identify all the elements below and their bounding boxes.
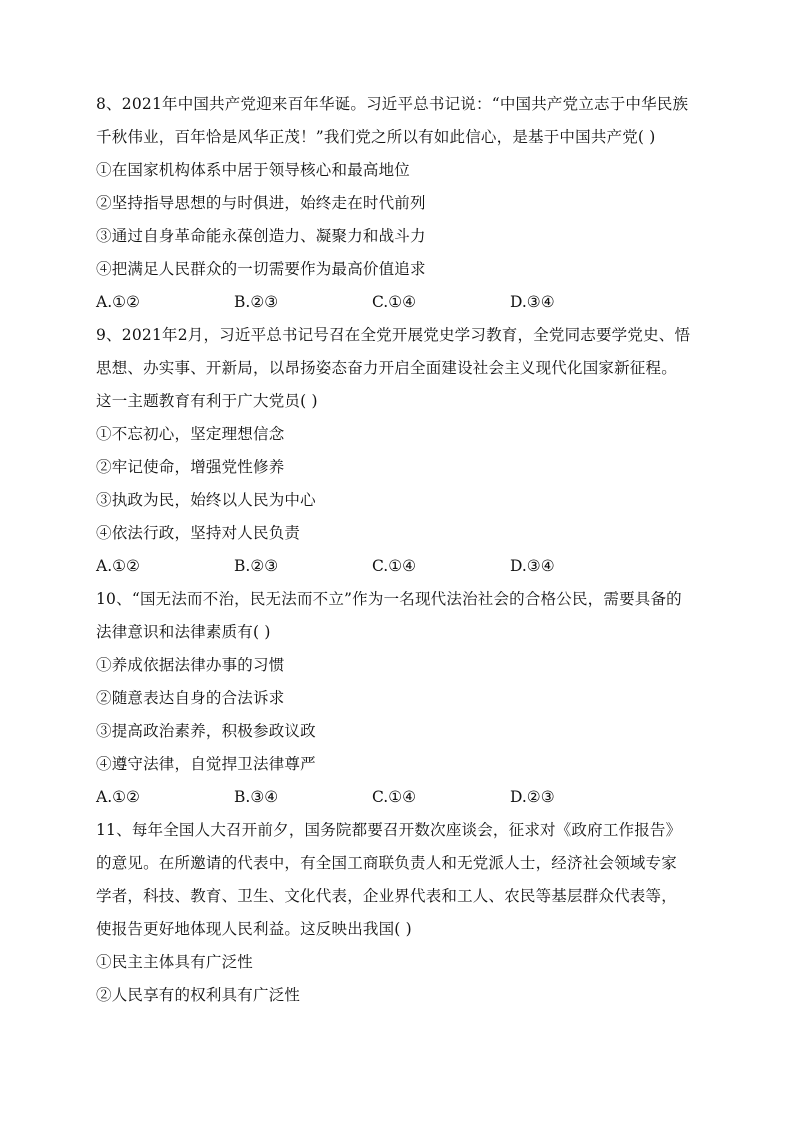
question-stem-line: 学者，科技、教育、卫生、文化代表，企业界代表和工人、农民等基层群众代表等， (96, 887, 677, 905)
question-stem-line: 使报告更好地体现人民利益。这反映出我国( ) (96, 920, 412, 938)
answer-choices (96, 286, 700, 319)
option-statement: ①养成依据法律办事的习惯 (96, 656, 285, 674)
answer-choices (96, 550, 700, 583)
question-stem-line: 9、2021年2月，习近平总书记号召在全党开展党史学习教育，全党同志要学党史、悟 (96, 326, 691, 344)
option-statement: ①在国家机构体系中居于领导核心和最高地位 (96, 161, 411, 179)
question-9 (96, 319, 700, 583)
option-statement: ②牢记使命，增强党性修养 (96, 458, 285, 476)
option-statement: ②随意表达自身的合法诉求 (96, 689, 285, 707)
question-8 (96, 88, 700, 319)
question-11 (96, 814, 700, 1012)
answer-choice-a: A.①② (96, 557, 140, 575)
answer-choice-a: A.①② (96, 293, 140, 311)
option-statement: ①不忘初心，坚定理想信念 (96, 425, 285, 443)
answer-choice-d: D.③④ (510, 557, 555, 575)
answer-choice-d: D.②③ (510, 788, 555, 806)
option-statement: ②坚持指导思想的与时俱进，始终走在时代前列 (96, 194, 426, 212)
option-statement: ③提高政治素养，积极参政议政 (96, 722, 316, 740)
option-statement: ④依法行政，坚持对人民负责 (96, 524, 301, 542)
answer-choice-b: B.②③ (234, 293, 279, 311)
option-statement: ③通过自身革命能永葆创造力、凝聚力和战斗力 (96, 227, 426, 245)
question-stem-line: 法律意识和法律素质有( ) (96, 623, 271, 641)
question-stem-line: 这一主题教育有利于广大党员( ) (96, 392, 318, 410)
question-stem-line: 思想、办实事、开新局，以昂扬姿态奋力开启全面建设社会主义现代化国家新征程。 (96, 359, 677, 377)
option-statement: ④把满足人民群众的一切需要作为最高价值追求 (96, 260, 426, 278)
question-10 (96, 583, 700, 814)
answer-choice-d: D.③④ (510, 293, 555, 311)
answer-choices (96, 781, 700, 814)
question-stem-line: 千秋伟业，百年恰是风华正茂！”我们党之所以有如此信心，是基于中国共产党( ) (96, 128, 656, 146)
option-statement: ③执政为民，始终以人民为中心 (96, 491, 316, 509)
answer-choice-c: C.①④ (372, 788, 417, 806)
answer-choice-c: C.①④ (372, 557, 417, 575)
answer-choice-b: B.③④ (234, 788, 279, 806)
question-stem-line: 8、2021年中国共产党迎来百年华诞。习近平总书记说：“中国共产党立志于中华民族 (96, 95, 689, 113)
question-stem-line: 11、每年全国人大召开前夕，国务院都要召开数次座谈会，征求对《政府工作报告》 (96, 821, 682, 839)
exam-page (96, 88, 700, 1012)
answer-choice-c: C.①④ (372, 293, 417, 311)
answer-choice-a: A.①② (96, 788, 140, 806)
question-stem-line: 10、“国无法而不治，民无法而不立”作为一名现代法治社会的合格公民，需要具备的 (96, 590, 682, 608)
option-statement: ②人民享有的权利具有广泛性 (96, 986, 301, 1004)
answer-choice-b: B.②③ (234, 557, 279, 575)
option-statement: ④遵守法律，自觉捍卫法律尊严 (96, 755, 316, 773)
question-stem-line: 的意见。在所邀请的代表中，有全国工商联负责人和无党派人士，经济社会领域专家 (96, 854, 677, 872)
option-statement: ①民主主体具有广泛性 (96, 953, 254, 971)
